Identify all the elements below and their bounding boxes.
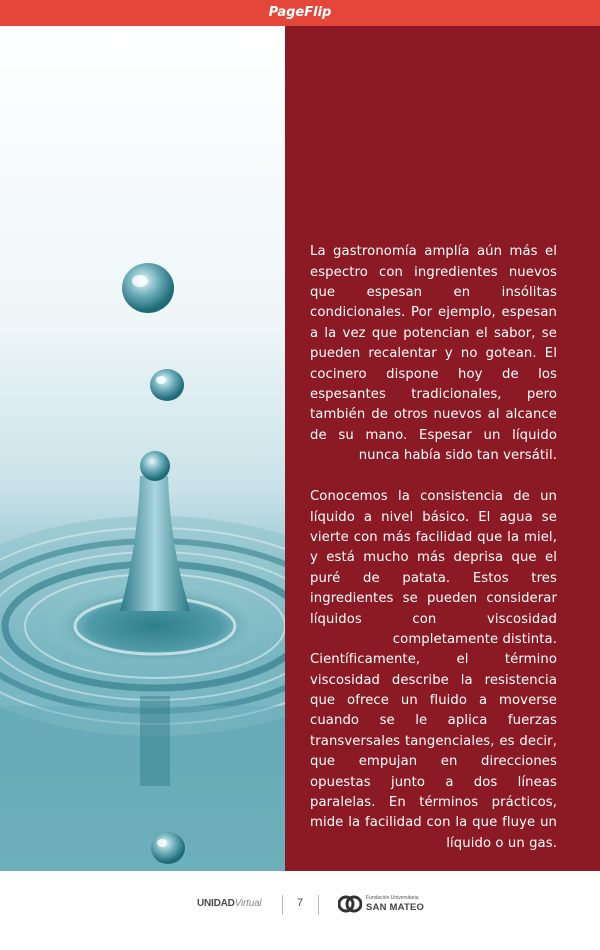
- logo-title: SAN MATEO: [366, 902, 425, 913]
- unidad-virtual-brand: [197, 898, 261, 909]
- brand-italic: Virtual: [234, 898, 262, 909]
- page-number: 7: [296, 897, 304, 909]
- paragraph-2: Conocemos la consistencia de un líquido a nivel básico. El agua se vierte con más facilidad que la miel, y está mucho más deprisa que el puré de patata. Estos tres ingredientes se pueden considerar líquidos con viscosidad completamente distinta.: [310, 489, 557, 648]
- paragraph-3: Científicamente, el término viscosidad describe la resistencia que ofrece un fluido a moverse cuando se le aplica fuerzas transversales tangenciales, es decir, que empujan en direcciones opuestas junto a dos líneas paralelas. En términos prácticos, mide la facilidad con la que fluye un líquido o un gas.: [310, 652, 557, 851]
- top-bar: [0, 0, 600, 26]
- brand-bold: UNIDAD: [197, 898, 235, 909]
- logo-subtitle: Fundación Universitaria: [366, 895, 419, 901]
- paragraph-1: La gastronomía amplía aún más el espectro con ingredientes nuevos que espesan en insólitas condicionales. Por ejemplo, espesan a la vez que potencian el sabor, se pueden recalentar y no gotean. El cocinero dispone hoy de los espesantes tradicionales, pero también de otros nuevos al alcance de su mano. Espesar un líquido nunca había sido tan versátil.: [310, 244, 557, 464]
- water-drop-splash-image: [0, 26, 285, 871]
- separator: [282, 895, 283, 915]
- san-mateo-logo-icon: [338, 892, 362, 916]
- footer: [0, 871, 600, 950]
- separator: [318, 895, 319, 915]
- app-title: PageFlip: [268, 5, 332, 20]
- article-text-panel: [285, 26, 600, 871]
